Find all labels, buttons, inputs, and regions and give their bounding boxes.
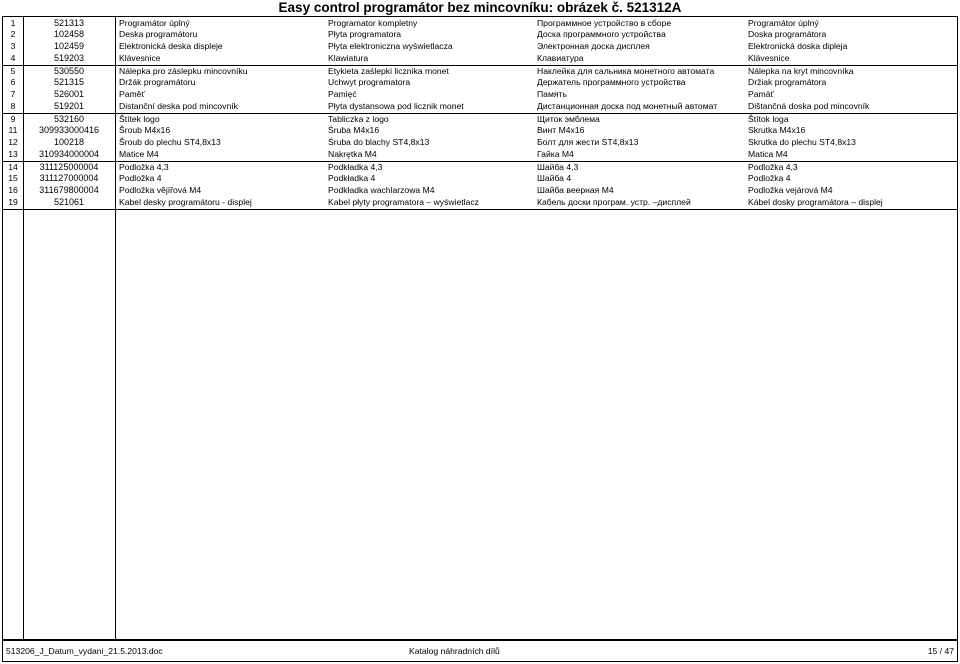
part-code: 311127000004 <box>39 173 99 183</box>
name-polish: Nakrętka M4 <box>328 149 377 159</box>
name-russian: Гайка M4 <box>537 149 574 159</box>
name-czech: Elektronická deska displeje <box>119 41 223 51</box>
page-title: Easy control programátor bez mincovníku: obrázek č. 521312A <box>278 0 682 15</box>
name-polish: Śruba M4x16 <box>328 125 380 135</box>
name-slovak: Matica M4 <box>748 149 788 159</box>
name-russian: Кабель доски програм. устр. –дисплей <box>537 197 691 207</box>
name-czech: Matice M4 <box>119 149 159 159</box>
name-polish: Płyta dystansowa pod licznik monet <box>328 101 464 111</box>
table-row <box>3 66 957 78</box>
name-russian: Шайба веерная M4 <box>537 185 614 195</box>
page-footer <box>2 640 958 662</box>
row-number: 9 <box>10 113 16 124</box>
footer-catalog-title: Katalog náhradních dílů <box>409 646 500 656</box>
name-russian: Память <box>537 89 567 99</box>
name-slovak: Klávesnice <box>748 53 790 63</box>
table-row <box>3 101 957 113</box>
name-polish: Podkładka 4 <box>328 173 376 183</box>
name-slovak: Držiak programátora <box>748 77 827 87</box>
parts-table <box>2 16 958 640</box>
row-number: 14 <box>8 161 18 172</box>
name-russian: Болт для жести ST4,8x13 <box>537 137 639 147</box>
name-polish: Programator kompletny <box>328 17 418 28</box>
name-czech: Programátor úplný <box>119 17 190 28</box>
table-row <box>3 197 957 209</box>
table-row <box>3 18 957 30</box>
name-russian: Доска программного устройства <box>537 29 666 39</box>
row-number: 4 <box>10 53 16 63</box>
name-czech: Šroub do plechu ST4,8x13 <box>119 137 221 147</box>
name-slovak: Podložka vejárová M4 <box>748 185 833 195</box>
name-czech: Šroub M4x16 <box>119 125 171 135</box>
table-row <box>3 41 957 53</box>
part-code: 310934000004 <box>38 149 100 159</box>
name-russian: Наклейка для сальника монетного автомата <box>537 65 715 76</box>
name-polish: Śruba do blachy ST4,8x13 <box>328 137 430 147</box>
row-number: 5 <box>10 65 16 76</box>
table-row <box>3 89 957 101</box>
name-polish: Tabliczka z logo <box>328 113 389 124</box>
table-row <box>3 29 957 41</box>
row-number: 16 <box>8 185 18 195</box>
part-code: 311125000004 <box>39 161 99 172</box>
name-czech: Distanční deska pod mincovník <box>119 101 238 111</box>
part-code: 530550 <box>53 65 85 76</box>
table-row <box>3 125 957 137</box>
name-polish: Kabel płyty programatora – wyświetlacz <box>328 197 479 207</box>
name-slovak: Programátor úplný <box>748 17 819 28</box>
name-polish: Pamięć <box>328 89 357 99</box>
name-polish: Uchwyt programatora <box>328 77 411 87</box>
row-number: 11 <box>8 125 18 135</box>
name-russian: Дистанционная доска под монетный автомат <box>537 101 718 111</box>
row-number: 13 <box>8 149 18 159</box>
row-number: 12 <box>8 137 18 147</box>
row-number: 8 <box>10 101 16 111</box>
name-slovak: Pamäť <box>748 89 774 99</box>
name-slovak: Štítok loga <box>748 113 789 124</box>
table-row <box>3 53 957 65</box>
name-slovak: Nálepka na kryt mincovníka <box>748 65 854 76</box>
footer-page-number: 15 / 47 <box>927 646 954 656</box>
name-slovak: Dištančná doska pod mincovník <box>748 101 870 111</box>
footer-filename: 513206_J_Datum_vydani_21.5.2013.doc <box>6 646 163 656</box>
name-polish: Podkładka 4,3 <box>328 161 383 172</box>
part-code: 311679800004 <box>39 185 99 195</box>
name-russian: Шайба 4 <box>537 173 572 183</box>
name-polish: Etykieta zaślepki licznika monet <box>328 65 449 76</box>
row-number: 7 <box>10 89 16 99</box>
part-code: 519203 <box>53 53 85 63</box>
part-code: 526001 <box>53 89 85 99</box>
table-row <box>3 185 957 197</box>
part-code: 532160 <box>53 113 85 124</box>
name-czech: Podložka vějířová M4 <box>119 185 202 195</box>
part-code: 102458 <box>53 29 85 39</box>
name-russian: Шайба 4,3 <box>537 161 579 172</box>
name-russian: Держатель программного устройства <box>537 77 686 87</box>
table-row <box>3 162 957 174</box>
row-number: 6 <box>10 77 16 87</box>
part-code: 102459 <box>53 41 85 51</box>
part-code: 100218 <box>53 137 85 147</box>
name-russian: Клавиатура <box>537 53 584 63</box>
row-number: 19 <box>8 197 18 207</box>
name-slovak: Podložka 4 <box>748 173 791 183</box>
table-row <box>3 149 957 161</box>
name-czech: Podložka 4 <box>119 173 162 183</box>
name-czech: Klávesnice <box>119 53 161 63</box>
row-number: 15 <box>8 173 18 183</box>
name-czech: Štítek logo <box>119 113 160 124</box>
name-polish: Płyta programatora <box>328 29 402 39</box>
name-czech: Podložka 4,3 <box>119 161 169 172</box>
name-russian: Щиток эмблема <box>537 113 600 124</box>
part-code: 521061 <box>53 197 85 207</box>
name-russian: Винт M4x16 <box>537 125 585 135</box>
table-row <box>3 137 957 149</box>
name-slovak: Skrutka do plechu ST4,8x13 <box>748 137 856 147</box>
name-slovak: Elektronická doska dipleja <box>748 41 848 51</box>
table-row <box>3 114 957 126</box>
name-czech: Paměť <box>119 89 145 99</box>
part-code: 309933000416 <box>38 125 100 135</box>
name-slovak: Doska programátora <box>748 29 827 39</box>
name-polish: Klawiatura <box>328 53 369 63</box>
name-slovak: Kábel dosky programátora – displej <box>748 197 883 207</box>
name-russian: Программное устройство в сборе <box>537 17 672 28</box>
row-number: 3 <box>10 41 16 51</box>
part-code: 521313 <box>53 17 85 28</box>
name-polish: Podkładka wachlarzowa M4 <box>328 185 435 195</box>
name-slovak: Skrutka M4x16 <box>748 125 806 135</box>
group-divider <box>3 209 957 210</box>
part-code: 519201 <box>53 101 85 111</box>
name-czech: Kabel desky programátoru - displej <box>119 197 252 207</box>
name-russian: Электронная доска дисплея <box>537 41 650 51</box>
name-czech: Držák programátoru <box>119 77 196 87</box>
row-number: 1 <box>10 17 16 28</box>
part-code: 521315 <box>53 77 85 87</box>
name-slovak: Podložka 4,3 <box>748 161 798 172</box>
name-polish: Płyta elektroniczna wyświetlacza <box>328 41 453 51</box>
name-czech: Nálepka pro záslepku mincovníku <box>119 65 248 76</box>
table-row <box>3 77 957 89</box>
name-czech: Deska programátoru <box>119 29 198 39</box>
table-row <box>3 173 957 185</box>
row-number: 2 <box>10 29 16 39</box>
